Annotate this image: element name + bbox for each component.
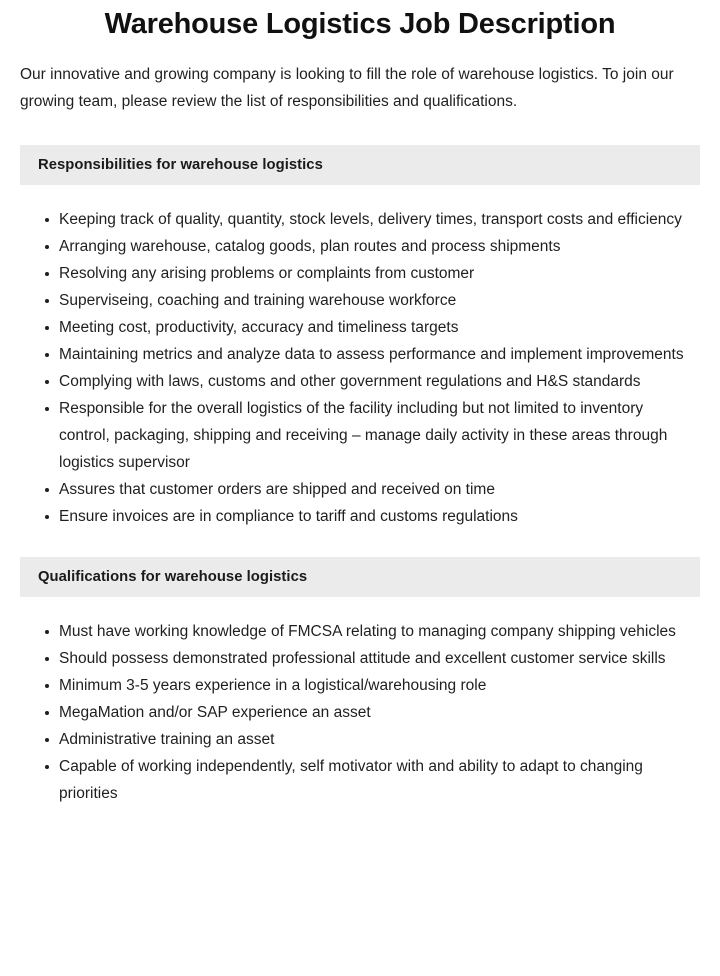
list-item: Assures that customer orders are shipped and received on time [0,476,720,503]
section-qualifications [0,530,720,807]
page-title: Warehouse Logistics Job Description [104,8,616,40]
list-item: Arranging warehouse, catalog goods, plan routes and process shipments [0,233,720,260]
list-item: Meeting cost, productivity, accuracy and timeliness targets [0,314,720,341]
qualifications-heading-text: Qualifications for warehouse logistics [38,569,308,585]
list-item: Complying with laws, customs and other government regulations and H&S standards [0,368,720,395]
qualifications-list-spacer [0,597,720,807]
list-item: Ensure invoices are in compliance to tariff and customs regulations [0,503,720,530]
section-responsibilities [0,115,720,530]
qualifications-header-spacer [0,530,720,597]
responsibilities-section-header [20,145,700,185]
list-item: Capable of working independently, self motivator with and ability to adapt to changing priorities [0,753,720,807]
qualifications-section-header [20,557,700,597]
list-item: Superviseing, coaching and training warehouse workforce [0,287,720,314]
responsibilities-list [0,206,720,530]
list-item: Resolving any arising problems or complaints from customer [0,260,720,287]
list-item: Minimum 3-5 years experience in a logistical/warehousing role [0,672,720,699]
list-item: Responsible for the overall logistics of the facility including but not limited to inventory control, packaging, shipping and receiving – manage daily activity in these areas through logistics supervisor [0,395,720,476]
intro-paragraph: Our innovative and growing company is looking to fill the role of warehouse logistics. To join our growing team, please review the list of responsibilities and qualifications. [20,66,674,110]
list-item: Must have working knowledge of FMCSA relating to managing company shipping vehicles [0,618,720,645]
list-item: MegaMation and/or SAP experience an asset [0,699,720,726]
responsibilities-heading-text: Responsibilities for warehouse logistics [38,157,323,173]
responsibilities-list-spacer [0,185,720,530]
list-item: Should possess demonstrated professional attitude and excellent customer service skills [0,645,720,672]
responsibilities-header-spacer [0,115,720,185]
list-item: Maintaining metrics and analyze data to assess performance and implement improvements [0,341,720,368]
list-item: Administrative training an asset [0,726,720,753]
qualifications-list [0,618,720,807]
list-item: Keeping track of quality, quantity, stock levels, delivery times, transport costs and efficiency [0,206,720,233]
